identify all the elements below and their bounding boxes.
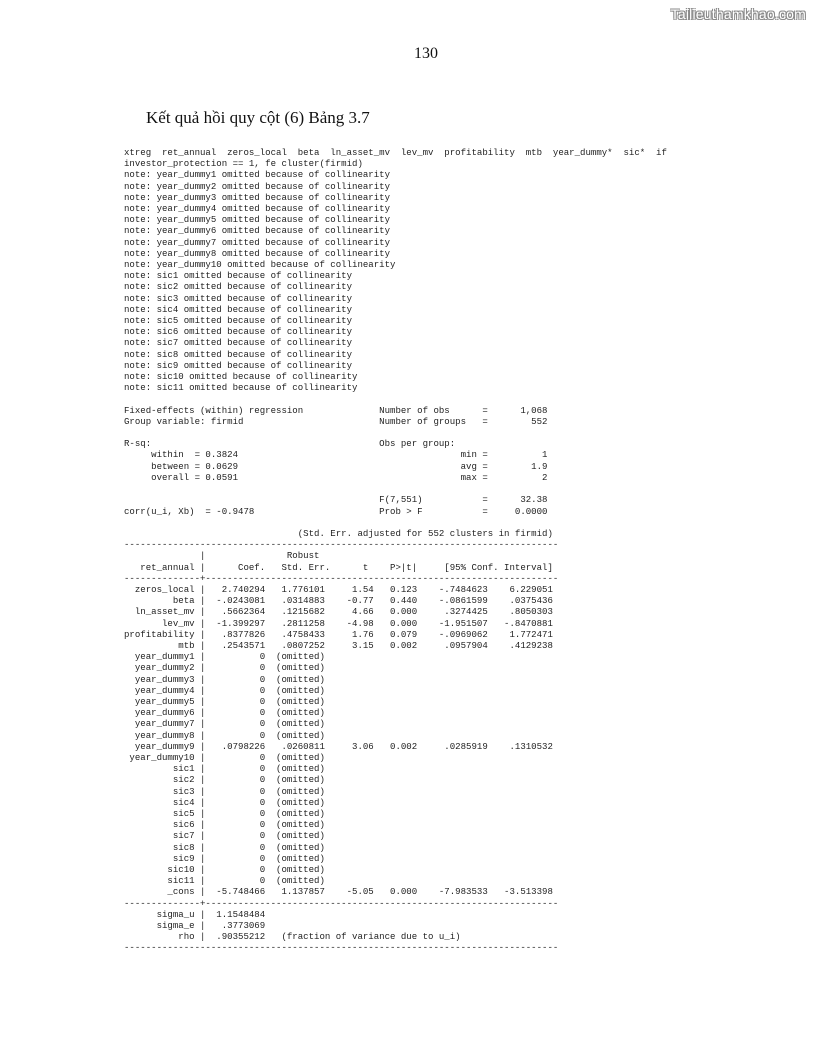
table-row: sic10 | 0 (omitted) xyxy=(124,864,325,875)
table-row: lev_mv | -1.399297 .2811258 -4.98 0.000 -1.951507 -.8470881 xyxy=(124,617,553,629)
table-rule: --------------+----------------------------------------------------------------- xyxy=(124,572,559,584)
table-row: sic5 | 0 (omitted) xyxy=(124,807,325,819)
summary-line: between = 0.0629 avg = 1.9 xyxy=(124,460,548,472)
table-row: year_dummy10 | 0 (omitted) xyxy=(124,751,325,763)
note-line: note: year_dummy3 omitted because of collinearity xyxy=(124,191,391,203)
note-line: note: year_dummy4 omitted because of collinearity xyxy=(124,203,391,215)
note-line: note: sic11 omitted because of collinearity xyxy=(124,382,358,394)
table-row: beta | -.0243081 .0314883 -0.77 0.440 -.0861599 .0375436 xyxy=(124,595,553,607)
watermark: Tailieuthamkhao.com xyxy=(670,6,806,22)
summary-line: within = 0.3824 min = 1 xyxy=(124,449,548,461)
table-header: ret_annual | Coef. Std. Err. t P>|t| [95% Conf. Interval] xyxy=(124,561,553,573)
table-row: mtb | .2543571 .0807252 3.15 0.002 .0957904 .4129238 xyxy=(124,639,553,651)
note-line: note: sic6 omitted because of collinearity xyxy=(124,326,353,338)
table-row: sic1 | 0 (omitted) xyxy=(124,763,325,775)
table-row: sic11 | 0 (omitted) xyxy=(124,875,325,887)
table-row: year_dummy9 | .0798226 .0260811 3.06 0.002 .0285919 .1310532 xyxy=(124,740,553,752)
table-row: sic2 | 0 (omitted) xyxy=(124,774,325,786)
note-line: note: sic9 omitted because of collinearity xyxy=(124,359,353,371)
table-rule: -------------------------------------------------------------------------------- xyxy=(124,942,559,954)
table-row: zeros_local | 2.740294 1.776101 1.54 0.123 -.7484623 6.229051 xyxy=(124,583,553,595)
table-row: sic8 | 0 (omitted) xyxy=(124,841,325,853)
summary-line: Group variable: firmid Number of groups = 552 xyxy=(124,415,548,427)
table-row: year_dummy6 | 0 (omitted) xyxy=(124,707,325,719)
table-row: sic9 | 0 (omitted) xyxy=(124,852,325,864)
table-row: year_dummy4 | 0 (omitted) xyxy=(124,684,325,696)
note-line: note: year_dummy5 omitted because of collinearity xyxy=(124,214,391,226)
table-row: _cons | -5.748466 1.137857 -5.05 0.000 -7.983533 -3.513398 xyxy=(124,886,553,898)
table-row: year_dummy8 | 0 (omitted) xyxy=(124,729,325,741)
table-header: | Robust xyxy=(124,550,320,562)
table-row: year_dummy1 | 0 (omitted) xyxy=(124,651,325,663)
note-line: note: year_dummy10 omitted because of collinearity xyxy=(124,259,396,271)
note-line: note: year_dummy1 omitted because of collinearity xyxy=(124,169,391,181)
section-heading: Kết quả hồi quy cột (6) Bảng 3.7 xyxy=(146,108,370,127)
note-line: note: sic2 omitted because of collinearity xyxy=(124,281,353,293)
page-number: 130 xyxy=(414,45,438,62)
summary-line: (Std. Err. adjusted for 552 clusters in firmid) xyxy=(124,527,553,539)
table-rule: --------------+----------------------------------------------------------------- xyxy=(124,897,559,909)
note-line: note: year_dummy2 omitted because of collinearity xyxy=(124,180,391,192)
note-line: note: sic3 omitted because of collinearity xyxy=(124,292,353,304)
table-row: sic4 | 0 (omitted) xyxy=(124,796,325,808)
table-row: year_dummy7 | 0 (omitted) xyxy=(124,718,325,730)
table-rule: -------------------------------------------------------------------------------- xyxy=(124,539,559,551)
note-line: note: sic7 omitted because of collinearity xyxy=(124,337,353,349)
note-line: note: sic4 omitted because of collinearity xyxy=(124,303,353,315)
table-row: year_dummy5 | 0 (omitted) xyxy=(124,695,325,707)
summary-line: R-sq: Obs per group: xyxy=(124,438,456,450)
command-line: investor_protection == 1, fe cluster(firmid) xyxy=(124,158,363,170)
table-row: sic6 | 0 (omitted) xyxy=(124,819,325,831)
table-row: year_dummy2 | 0 (omitted) xyxy=(124,662,325,674)
table-row: sic3 | 0 (omitted) xyxy=(124,785,325,797)
summary-line: F(7,551) = 32.38 xyxy=(124,494,548,506)
note-line: note: sic8 omitted because of collinearity xyxy=(124,348,353,360)
stata-output xyxy=(124,147,667,954)
stats-row: sigma_u | 1.1548484 xyxy=(124,908,266,920)
note-line: note: sic10 omitted because of collinearity xyxy=(124,371,358,383)
stats-row: sigma_e | .3773069 xyxy=(124,920,266,932)
stats-row: rho | .90355212 (fraction of variance due to u_i) xyxy=(124,931,461,943)
note-line: note: year_dummy8 omitted because of collinearity xyxy=(124,247,391,259)
summary-line: overall = 0.0591 max = 2 xyxy=(124,471,548,483)
table-row: sic7 | 0 (omitted) xyxy=(124,830,325,842)
table-row: profitability | .8377826 .4758433 1.76 0.079 -.0969062 1.772471 xyxy=(124,628,553,640)
command-line: xtreg ret_annual zeros_local beta ln_asset_mv lev_mv profitability mtb year_dummy* sic* if xyxy=(124,147,667,158)
note-line: note: sic5 omitted because of collinearity xyxy=(124,315,353,327)
summary-line: corr(u_i, Xb) = -0.9478 Prob > F = 0.0000 xyxy=(124,505,548,517)
summary-line: Fixed-effects (within) regression Number of obs = 1,068 xyxy=(124,404,548,416)
table-row: ln_asset_mv | .5662364 .1215682 4.66 0.000 .3274425 .8050303 xyxy=(124,606,553,618)
note-line: note: year_dummy7 omitted because of collinearity xyxy=(124,236,391,248)
note-line: note: year_dummy6 omitted because of collinearity xyxy=(124,225,391,237)
table-row: year_dummy3 | 0 (omitted) xyxy=(124,673,325,685)
note-line: note: sic1 omitted because of collinearity xyxy=(124,270,353,282)
